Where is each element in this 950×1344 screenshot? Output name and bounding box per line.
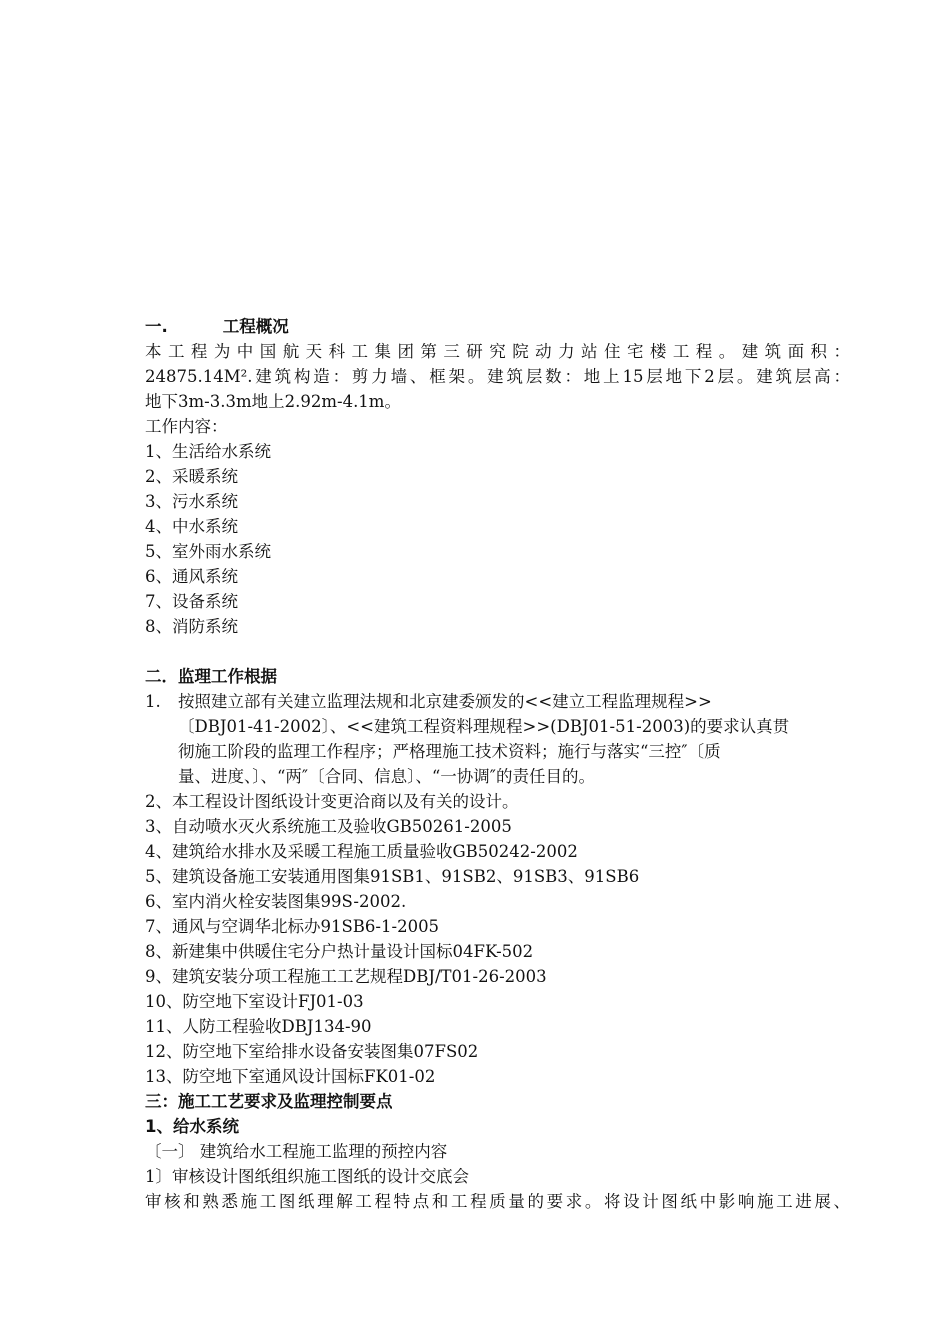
work-item: 1、生活给水系统	[145, 442, 271, 461]
overview-line: 本工程为中国航天科工集团第三研究院动力站住宅楼工程。建筑面积：	[145, 342, 850, 361]
basis-item-1-text: 按照建立部有关建立监理法规和北京建委颁发的<<建立工程监理规程>>	[178, 692, 712, 711]
work-item: 7、设备系统	[145, 592, 238, 611]
basis-item: 10、防空地下室设计FJ01-03	[145, 992, 364, 1011]
basis-item-1-number: 1.	[145, 692, 161, 711]
basis-item-1-line	[145, 689, 850, 714]
basis-item: 12、防空地下室给排水设备安装图集07FS02	[145, 1042, 479, 1061]
basis-item: 6、室内消火栓安装图集99S-2002.	[145, 892, 407, 911]
work-item: 3、污水系统	[145, 492, 238, 511]
work-item: 8、消防系统	[145, 617, 238, 636]
basis-item: 5、建筑设备施工安装通用图集91SB1、91SB2、91SB3、91SB6	[145, 867, 640, 886]
basis-item: 13、防空地下室通风设计国标FK01-02	[145, 1067, 436, 1086]
section-3-point-1: 1〕审核设计图纸组织施工图纸的设计交底会	[145, 1167, 469, 1186]
section-3-heading: 三：施工工艺要求及监理控制要点	[145, 1092, 393, 1111]
section-2-heading: 二．监理工作根据	[145, 667, 277, 686]
basis-item: 7、通风与空调华北标办91SB6-1-2005	[145, 917, 440, 936]
basis-item: 9、建筑安装分项工程施工工艺规程DBJ/T01-26-2003	[145, 967, 547, 986]
basis-item: 8、新建集中供暖住宅分户热计量设计国标04FK-502	[145, 942, 534, 961]
basis-item-1-line: 量、进度、〕、“两″〔合同、信息〕、“一协调″的责任目的。	[178, 767, 595, 786]
work-item: 6、通风系统	[145, 567, 238, 586]
basis-item: 4、建筑给水排水及采暖工程施工质量验收GB50242-2002	[145, 842, 578, 861]
section-1-title: 工程概况	[222, 317, 289, 336]
section-3-subsubheading: 〔一〕 建筑给水工程施工监理的预控内容	[145, 1142, 448, 1161]
overview-line: 24875.14M².建筑构造：剪力墙、框架。建筑层数：地上15层地下2层。建筑层高：	[145, 367, 850, 386]
basis-item: 2、本工程设计图纸设计变更洽商以及有关的设计。	[145, 792, 519, 811]
section-3-subheading: 1、给水系统	[145, 1117, 239, 1136]
basis-item-1-line: 彻施工阶段的监理工作程序；严格理施工技术资料；施行与落实“三控″〔质	[178, 742, 721, 761]
section-1-number: 一.	[145, 317, 168, 336]
paragraph-spacer	[145, 639, 850, 664]
basis-item: 3、自动喷水灭火系统施工及验收GB50261-2005	[145, 817, 512, 836]
document-body	[145, 314, 850, 1214]
overview-line: 地下3m-3.3m地上2.92m-4.1m。	[145, 392, 401, 411]
basis-item: 11、人防工程验收DBJ134-90	[145, 1017, 372, 1036]
basis-item-1-line: 〔DBJ01-41-2002〕、<<建筑工程资料理规程>>(DBJ01-51-2003)的要求认真贯	[178, 717, 790, 736]
work-item: 2、采暖系统	[145, 467, 238, 486]
work-item: 5、室外雨水系统	[145, 542, 271, 561]
section-3-paragraph-line: 审核和熟悉施工图纸理解工程特点和工程质量的要求。将设计图纸中影响施工进展、	[145, 1192, 850, 1211]
work-item: 4、中水系统	[145, 517, 238, 536]
section-1-heading	[145, 314, 850, 339]
work-content-label: 工作内容：	[145, 417, 228, 436]
